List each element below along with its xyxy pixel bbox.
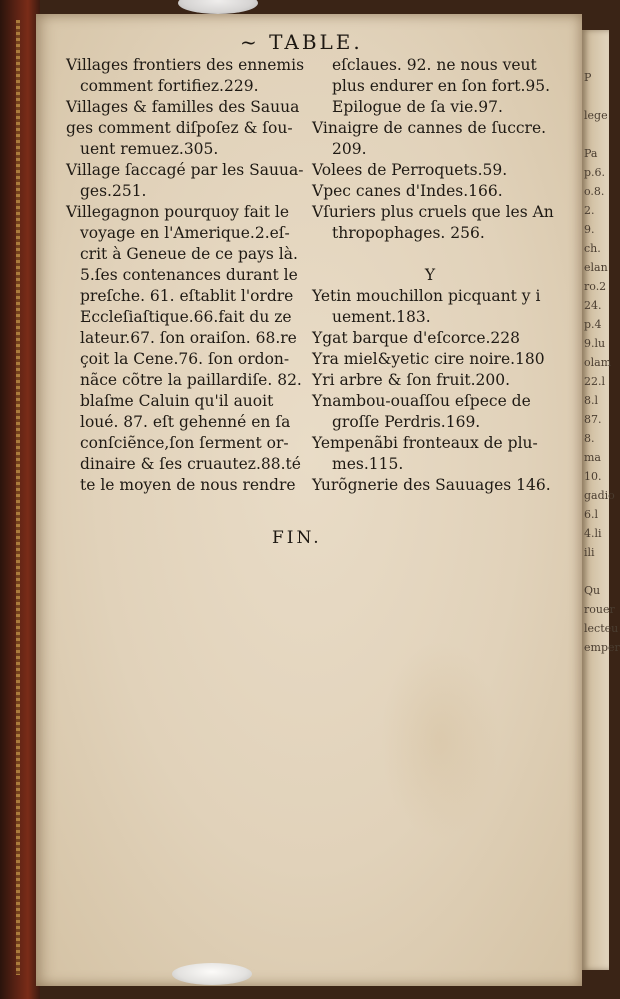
index-entry-line: Eccleſiaſtique.66.fait du ze: [80, 308, 292, 326]
index-entry-line: ges.251.: [80, 182, 147, 200]
fin-label: FIN.: [272, 528, 322, 548]
adjacent-page-fragment: [582, 562, 609, 581]
adjacent-page-fragment: olam: [584, 356, 612, 369]
adjacent-page-fragment: ch.: [584, 242, 601, 255]
adjacent-page-fragment: lege: [584, 109, 608, 122]
adjacent-page-fragment: [582, 125, 609, 144]
index-entry-line: 5.ſes contenances durant le: [80, 266, 298, 284]
index-entry-line: Villages & familles des Sauua: [66, 98, 300, 116]
page-clip-top: [178, 0, 258, 14]
adjacent-page-fragment: [582, 87, 609, 106]
index-entry-line: loué. 87. eſt gehenné en ſa: [80, 413, 291, 431]
adjacent-page-fragment: 4.li: [584, 527, 602, 540]
adjacent-page-fragment: P: [584, 71, 592, 84]
adjacent-page-fragment: 9.: [584, 223, 595, 236]
page-clip-bottom: [172, 963, 252, 985]
gilt-border: [16, 20, 20, 975]
index-entry-line: Vinaigre de cannes de ſuccre.: [312, 119, 547, 137]
adjacent-page-fragment: rouer: [584, 603, 615, 616]
index-entry-line: uement.183.: [332, 308, 431, 326]
index-entry-line: Yurõgnerie des Sauuages 146.: [312, 476, 551, 494]
index-entry-line: eſclaues. 92. ne nous veut: [332, 56, 537, 74]
index-entry-line: crit à Geneue de ce pays là.: [80, 245, 298, 263]
page-title: [240, 30, 363, 54]
index-entry-line: groſſe Perdris.169.: [332, 413, 481, 431]
adjacent-page-fragment: Pa: [584, 147, 598, 160]
index-entry-line: Volees de Perroquets.59.: [312, 161, 508, 179]
index-entry-line: nãce cõtre la paillardiſe. 82.: [80, 371, 302, 389]
book-cover-edge: [0, 0, 40, 999]
adjacent-page-fragment: 22.l: [584, 375, 606, 388]
adjacent-page-fragment: 9.lu: [584, 337, 606, 350]
title-ornament: ~: [240, 30, 260, 54]
index-entry-line: conſciẽnce,ſon ſerment or-: [80, 434, 289, 452]
index-entry-line: Ynambou-ouaſſou eſpece de: [312, 392, 531, 410]
paper-stain: [380, 640, 500, 840]
adjacent-page-fragment: p.6.: [584, 166, 606, 179]
adjacent-page-fragment: p.4: [584, 318, 602, 331]
index-entry-line: voyage en l'Amerique.2.eſ-: [80, 224, 290, 242]
adjacent-page-fragment: Qu: [584, 584, 601, 597]
adjacent-page-fragment: 8.: [584, 432, 595, 445]
index-entry-line: Y: [424, 266, 436, 284]
index-entry-line: Yra miel&yetic cire noire.180: [312, 350, 545, 368]
index-entry-line: 209.: [332, 140, 367, 158]
adjacent-page-fragment: lecteu: [584, 622, 619, 635]
adjacent-page-fragment: o.8.: [584, 185, 605, 198]
index-entry-line: Yetin mouchillon picquant y i: [312, 287, 541, 305]
index-entry-line: lateur.67. ſon oraiſon. 68.re: [80, 329, 297, 347]
adjacent-page-fragment: ma: [584, 451, 601, 464]
index-entry-line: dinaire & ſes cruautez.88.té: [80, 455, 301, 473]
adjacent-page-fragment: emper: [584, 641, 620, 654]
adjacent-page-fragment: [582, 30, 609, 49]
index-entry-line: Yri arbre & ſon fruit.200.: [312, 371, 511, 389]
title-text: TABLE.: [269, 30, 363, 54]
index-entry-line: thropophages. 256.: [332, 224, 485, 242]
adjacent-page-fragment: ro.2: [584, 280, 607, 293]
adjacent-page-fragment: 10.: [584, 470, 602, 483]
index-entry-line: Vſuriers plus cruels que les An: [312, 203, 554, 221]
index-column-right: [312, 55, 578, 496]
index-entry-line: uent remuez.305.: [80, 140, 219, 158]
adjacent-page-fragment: 8.l: [584, 394, 599, 407]
index-entry-line: mes.115.: [332, 455, 404, 473]
adjacent-page: [582, 30, 620, 970]
index-entry-line: Vpec canes d'Indes.166.: [312, 182, 503, 200]
index-entry-line: Villegagnon pourquoy fait le: [66, 203, 290, 221]
index-entry-line: çoit la Cene.76. ſon ordon-: [80, 350, 290, 368]
adjacent-page-fragment: elan: [584, 261, 608, 274]
index-entry-line: plus endurer en ſon fort.95.: [332, 77, 551, 95]
index-entry-line: [312, 244, 578, 265]
adjacent-page-fragment: 6.l: [584, 508, 599, 521]
adjacent-page-fragment: 24.: [584, 299, 602, 312]
index-entry-line: preſche. 61. eſtablit l'ordre: [80, 287, 294, 305]
index-entry-line: Ygat barque d'eſcorce.228: [312, 329, 521, 347]
index-column-left: [66, 55, 312, 496]
adjacent-page-fragment: gadio: [584, 489, 615, 502]
index-entry-line: comment fortifiez.229.: [80, 77, 259, 95]
index-entry-line: te le moyen de nous rendre: [80, 476, 296, 494]
index-entry-line: Epilogue de ſa vie.97.: [332, 98, 503, 116]
index-entry-line: Villages frontiers des ennemis: [66, 56, 305, 74]
adjacent-page-fragment: 2.: [584, 204, 595, 217]
index-entry-line: Yempenãbi fronteaux de plu-: [312, 434, 538, 452]
adjacent-page-fragment: [582, 49, 609, 68]
adjacent-page-fragment: 87.: [584, 413, 602, 426]
index-entry-line: Village ſaccagé par les Sauua-: [66, 161, 304, 179]
index-entry-line: blaſme Caluin qu'il auoit: [80, 392, 274, 410]
index-entry-line: ges comment diſpoſez & ſou-: [66, 119, 293, 137]
adjacent-page-fragment: ili: [584, 546, 595, 559]
